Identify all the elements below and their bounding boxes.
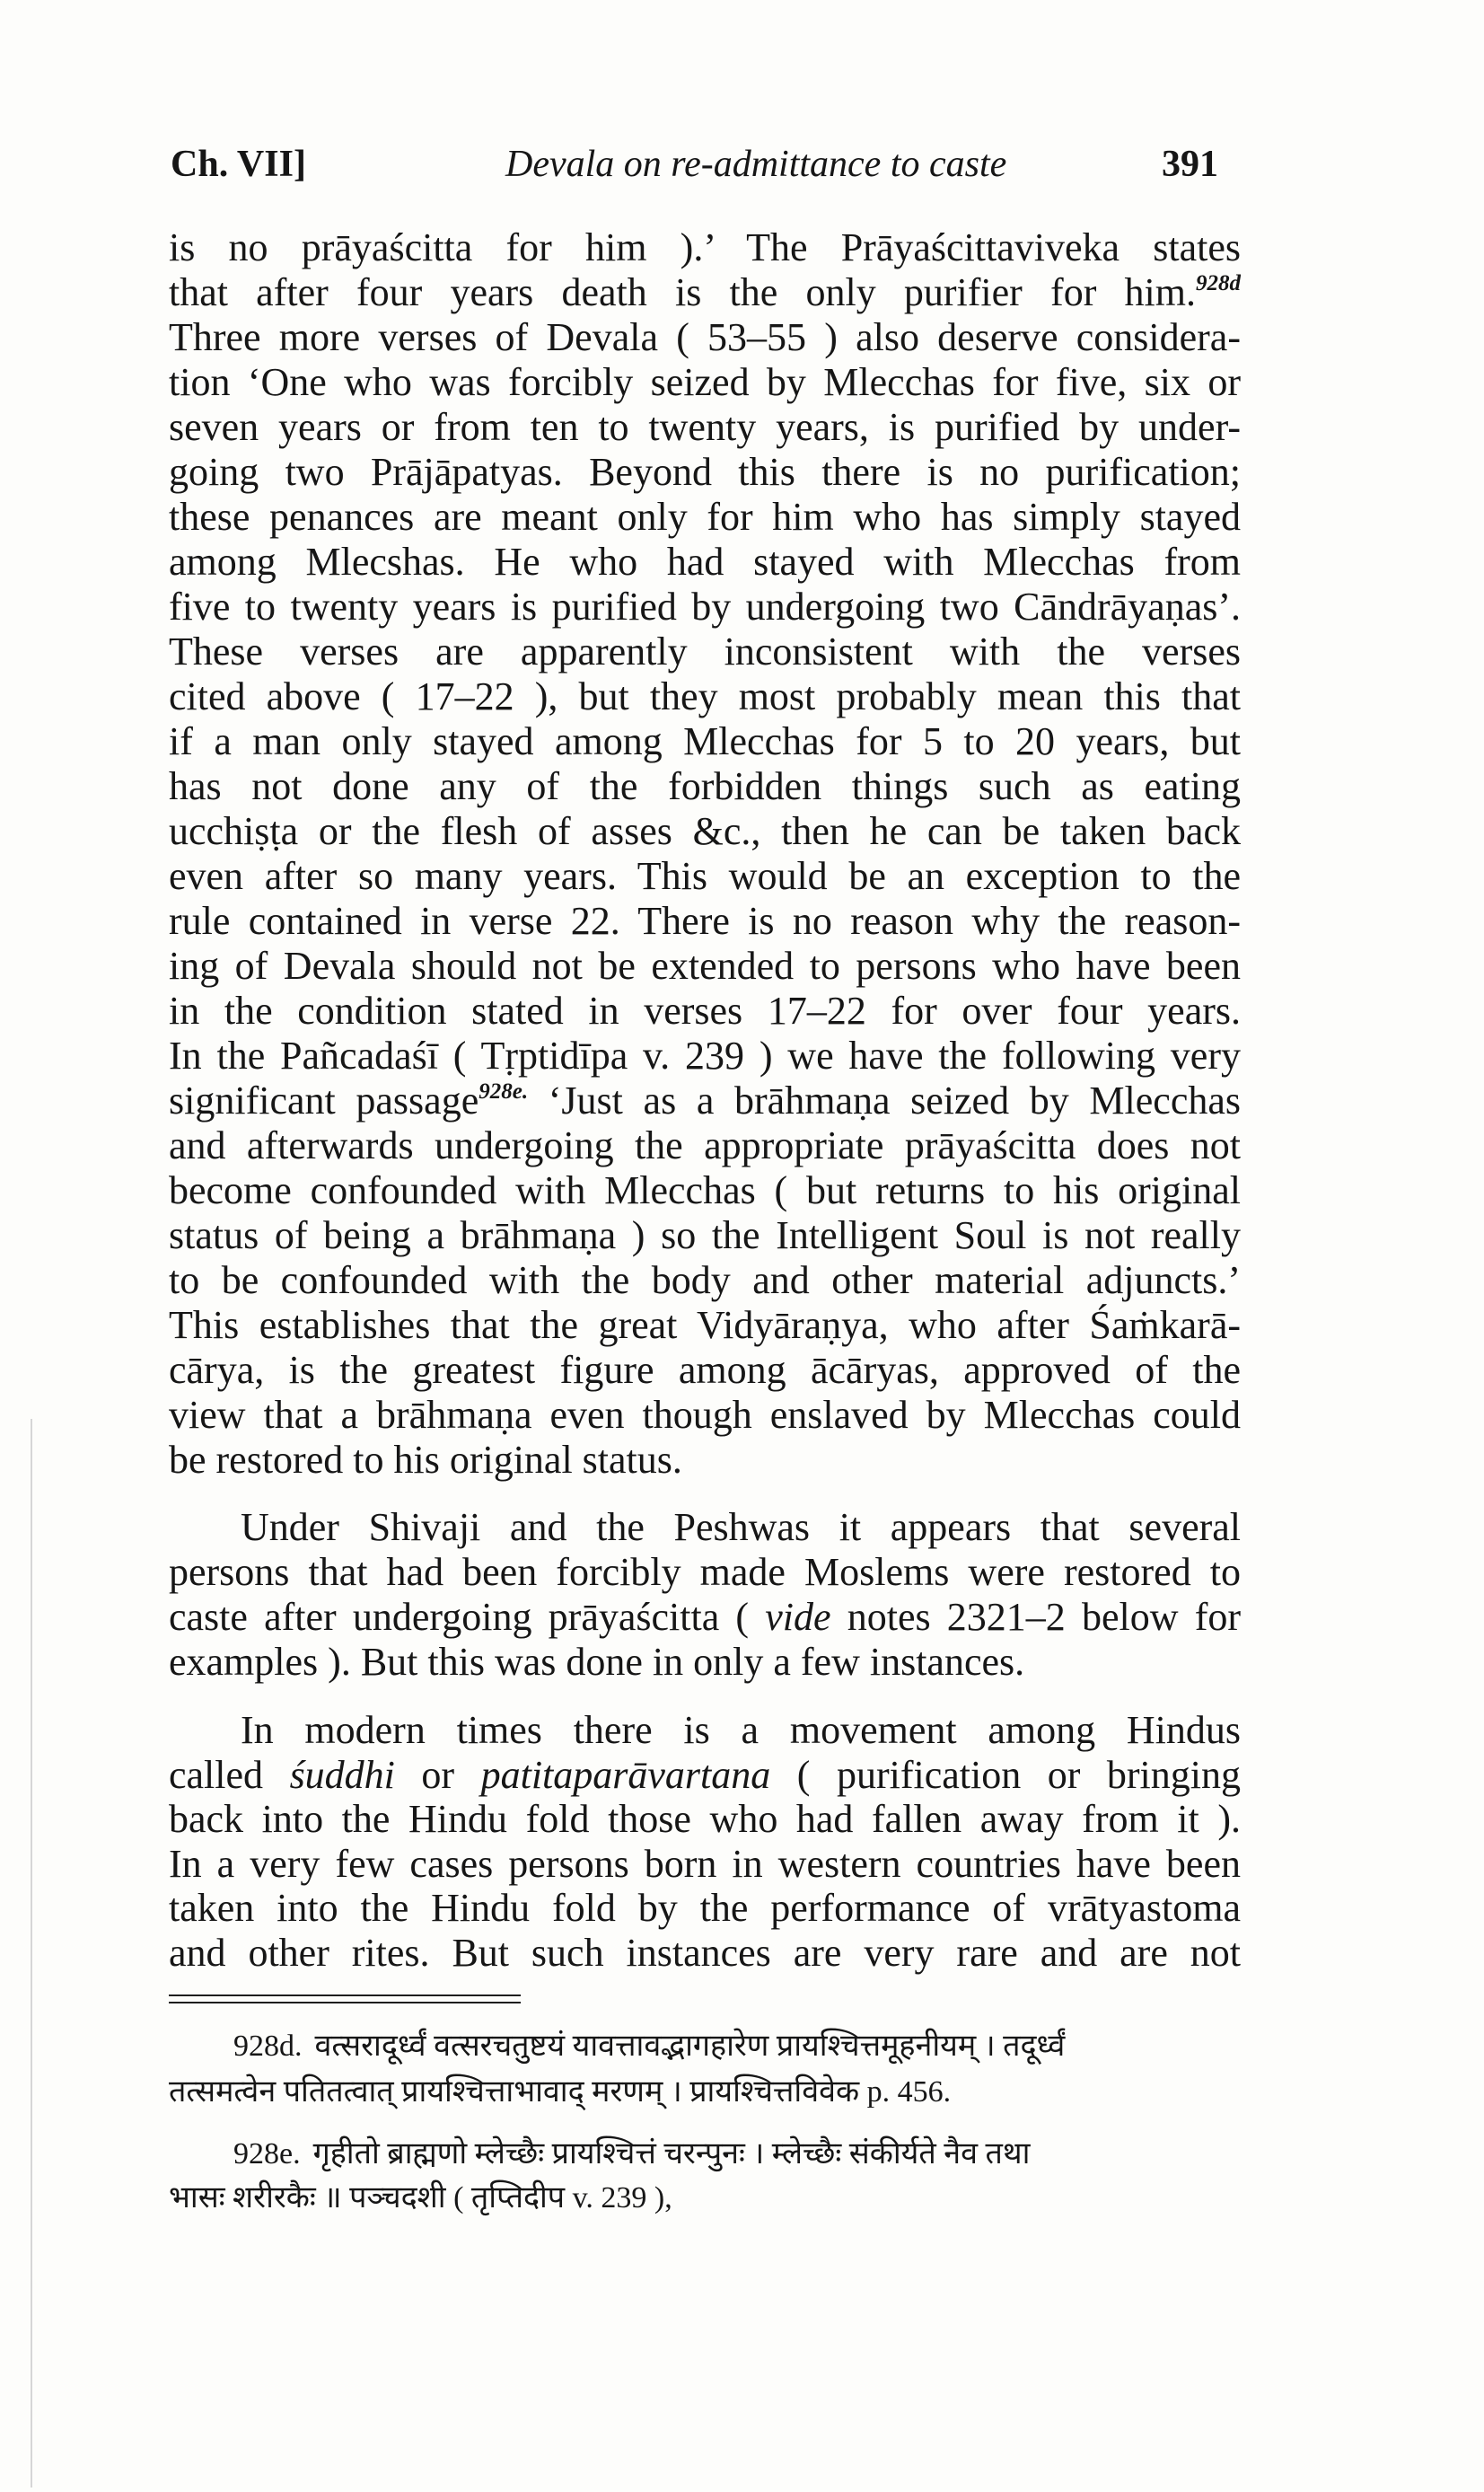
body-line: examples ). But this was done in only a few instances. bbox=[169, 1640, 1025, 1684]
running-title: Devala on re-admittance to caste bbox=[505, 144, 1007, 185]
scan-edge-line bbox=[31, 1419, 32, 2488]
footnote-text: गृहीतो ब्राह्मणो म्लेच्छैः प्रायश्चित्तं चरन्पुनः । म्लेच्छैः संकीर्यते नैव तथा bbox=[312, 2137, 1031, 2171]
body-line: going two Prājāpatyas. Beyond this there is no purification; bbox=[169, 450, 1241, 494]
footnote-separator bbox=[169, 1994, 521, 1996]
line-text: called bbox=[169, 1752, 290, 1797]
body-line: and afterwards undergoing the appropriate prāyaścitta does not bbox=[169, 1123, 1241, 1167]
body-line: among Mlecshas. He who had stayed with Mlecchas from bbox=[169, 540, 1241, 584]
body-line: persons that had been forcibly made Moslems were restored to bbox=[169, 1550, 1241, 1594]
line-text: ‘Just as a brāhmaṇa seized by Mlecchas bbox=[528, 1079, 1241, 1123]
footnote-label: 928d. bbox=[233, 2030, 303, 2063]
footnote-text: वत्सरादूर्ध्वं वत्सरचतुष्टयं यावत्तावद्भागहारेण प्रायश्चित्तमूहनीयम् । तदूर्ध्वं bbox=[314, 2030, 1066, 2063]
body-line: In a very few cases persons born in western countries have been bbox=[169, 1841, 1241, 1886]
footnote-928e-line bbox=[233, 2132, 1241, 2177]
paragraph-2 bbox=[169, 1505, 1241, 1685]
body-line bbox=[169, 270, 1241, 315]
body-line: This establishes that the great Vidyāraṇya, who after Śaṁkarā- bbox=[169, 1303, 1241, 1347]
body-line: is no prāyaścitta for him ).’ The Prāyaścittaviveka states bbox=[169, 225, 1241, 269]
italic-term: patitaparāvartana bbox=[480, 1752, 771, 1797]
body-line: become confounded with Mlecchas ( but returns to his original bbox=[169, 1168, 1241, 1212]
body-line: if a man only stayed among Mlecchas for 5 to 20 years, but bbox=[169, 719, 1241, 763]
body-line: status of being a brāhmaṇa ) so the Intelligent Soul is not really bbox=[169, 1213, 1241, 1257]
body-line: even after so many years. This would be an exception to the bbox=[169, 854, 1241, 898]
page-number: 391 bbox=[1162, 144, 1218, 185]
footnote-ref-928d: 928d bbox=[1196, 271, 1241, 295]
body-line: cited above ( 17–22 ), but they most probably mean this that bbox=[169, 674, 1241, 718]
footnote-label: 928e. bbox=[233, 2137, 301, 2171]
body-line: Under Shivaji and the Peshwas it appears that several bbox=[241, 1505, 1241, 1549]
italic-term: śuddhi bbox=[289, 1752, 395, 1797]
line-text: significant passage bbox=[169, 1079, 479, 1123]
line-text: caste after undergoing prāyaścitta ( bbox=[169, 1595, 766, 1639]
body-line: These verses are apparently inconsistent with the verses bbox=[169, 630, 1241, 674]
footnote-ref-928e: 928e. bbox=[479, 1079, 529, 1104]
body-line: tion ‘One who was forcibly seized by Mlecchas for five, six or bbox=[169, 360, 1241, 404]
paragraph-1 bbox=[169, 225, 1241, 1483]
footnote-928d-line: तत्समत्वेन पतितत्वात् प्रायश्चित्ताभावाद् मरणम् । प्रायश्चित्तविवेक p. 456. bbox=[169, 2075, 952, 2109]
body-line: ing of Devala should not be extended to persons who have been bbox=[169, 944, 1241, 988]
body-line bbox=[169, 1079, 1241, 1123]
footnote-928d-line bbox=[233, 2024, 1241, 2069]
body-line: back into the Hindu fold those who had fallen away from it ). bbox=[169, 1797, 1241, 1842]
body-line: these penances are meant only for him who has simply stayed bbox=[169, 495, 1241, 539]
body-line: in the condition stated in verses 17–22 for over four years. bbox=[169, 989, 1241, 1033]
body-line: five to twenty years is purified by undergoing two Cāndrāyaṇas’. bbox=[169, 585, 1241, 629]
body-line: In the Pañcadaśī ( Tṛptidīpa v. 239 ) we have the following very bbox=[169, 1034, 1241, 1078]
line-text: that after four years death is the only purifier for him. bbox=[169, 270, 1196, 314]
body-line bbox=[169, 1753, 1241, 1798]
body-line: to be confounded with the body and other material adjuncts.’ bbox=[169, 1258, 1241, 1302]
body-line: seven years or from ten to twenty years, is purified by under- bbox=[169, 405, 1241, 449]
body-line: has not done any of the forbidden things such as eating bbox=[169, 764, 1241, 808]
chapter-label: Ch. VII] bbox=[171, 144, 306, 185]
body-line: cārya, is the greatest figure among ācāryas, approved of the bbox=[169, 1348, 1241, 1392]
line-text: notes 2321–2 below for bbox=[830, 1595, 1241, 1639]
line-text: ( purification or bringing bbox=[770, 1752, 1241, 1797]
footnote-928e-line: भासः शरीरकैः ॥ पञ्चदशी ( तृप्तिदीप v. 239 ), bbox=[169, 2181, 672, 2215]
line-text: or bbox=[394, 1752, 481, 1797]
body-line: be restored to his original status. bbox=[169, 1438, 682, 1482]
body-line: ucchiṣṭa or the flesh of asses &c., then he can be taken back bbox=[169, 809, 1241, 853]
body-line: rule contained in verse 22. There is no reason why the reason- bbox=[169, 899, 1241, 943]
body-line: In modern times there is a movement among Hindus bbox=[241, 1708, 1241, 1752]
body-line: taken into the Hindu fold by the performance of vrātyastoma bbox=[169, 1886, 1241, 1931]
body-line: view that a brāhmaṇa even though enslaved by Mlecchas could bbox=[169, 1393, 1241, 1437]
body-line: Three more verses of Devala ( 53–55 ) also deserve considera- bbox=[169, 315, 1241, 359]
italic-term: vide bbox=[765, 1595, 831, 1639]
body-line: and other rites. But such instances are very rare and are not bbox=[169, 1930, 1241, 1975]
body-line bbox=[169, 1595, 1241, 1640]
footnote-separator bbox=[169, 2002, 521, 2003]
paragraph-3 bbox=[169, 1708, 1241, 1976]
